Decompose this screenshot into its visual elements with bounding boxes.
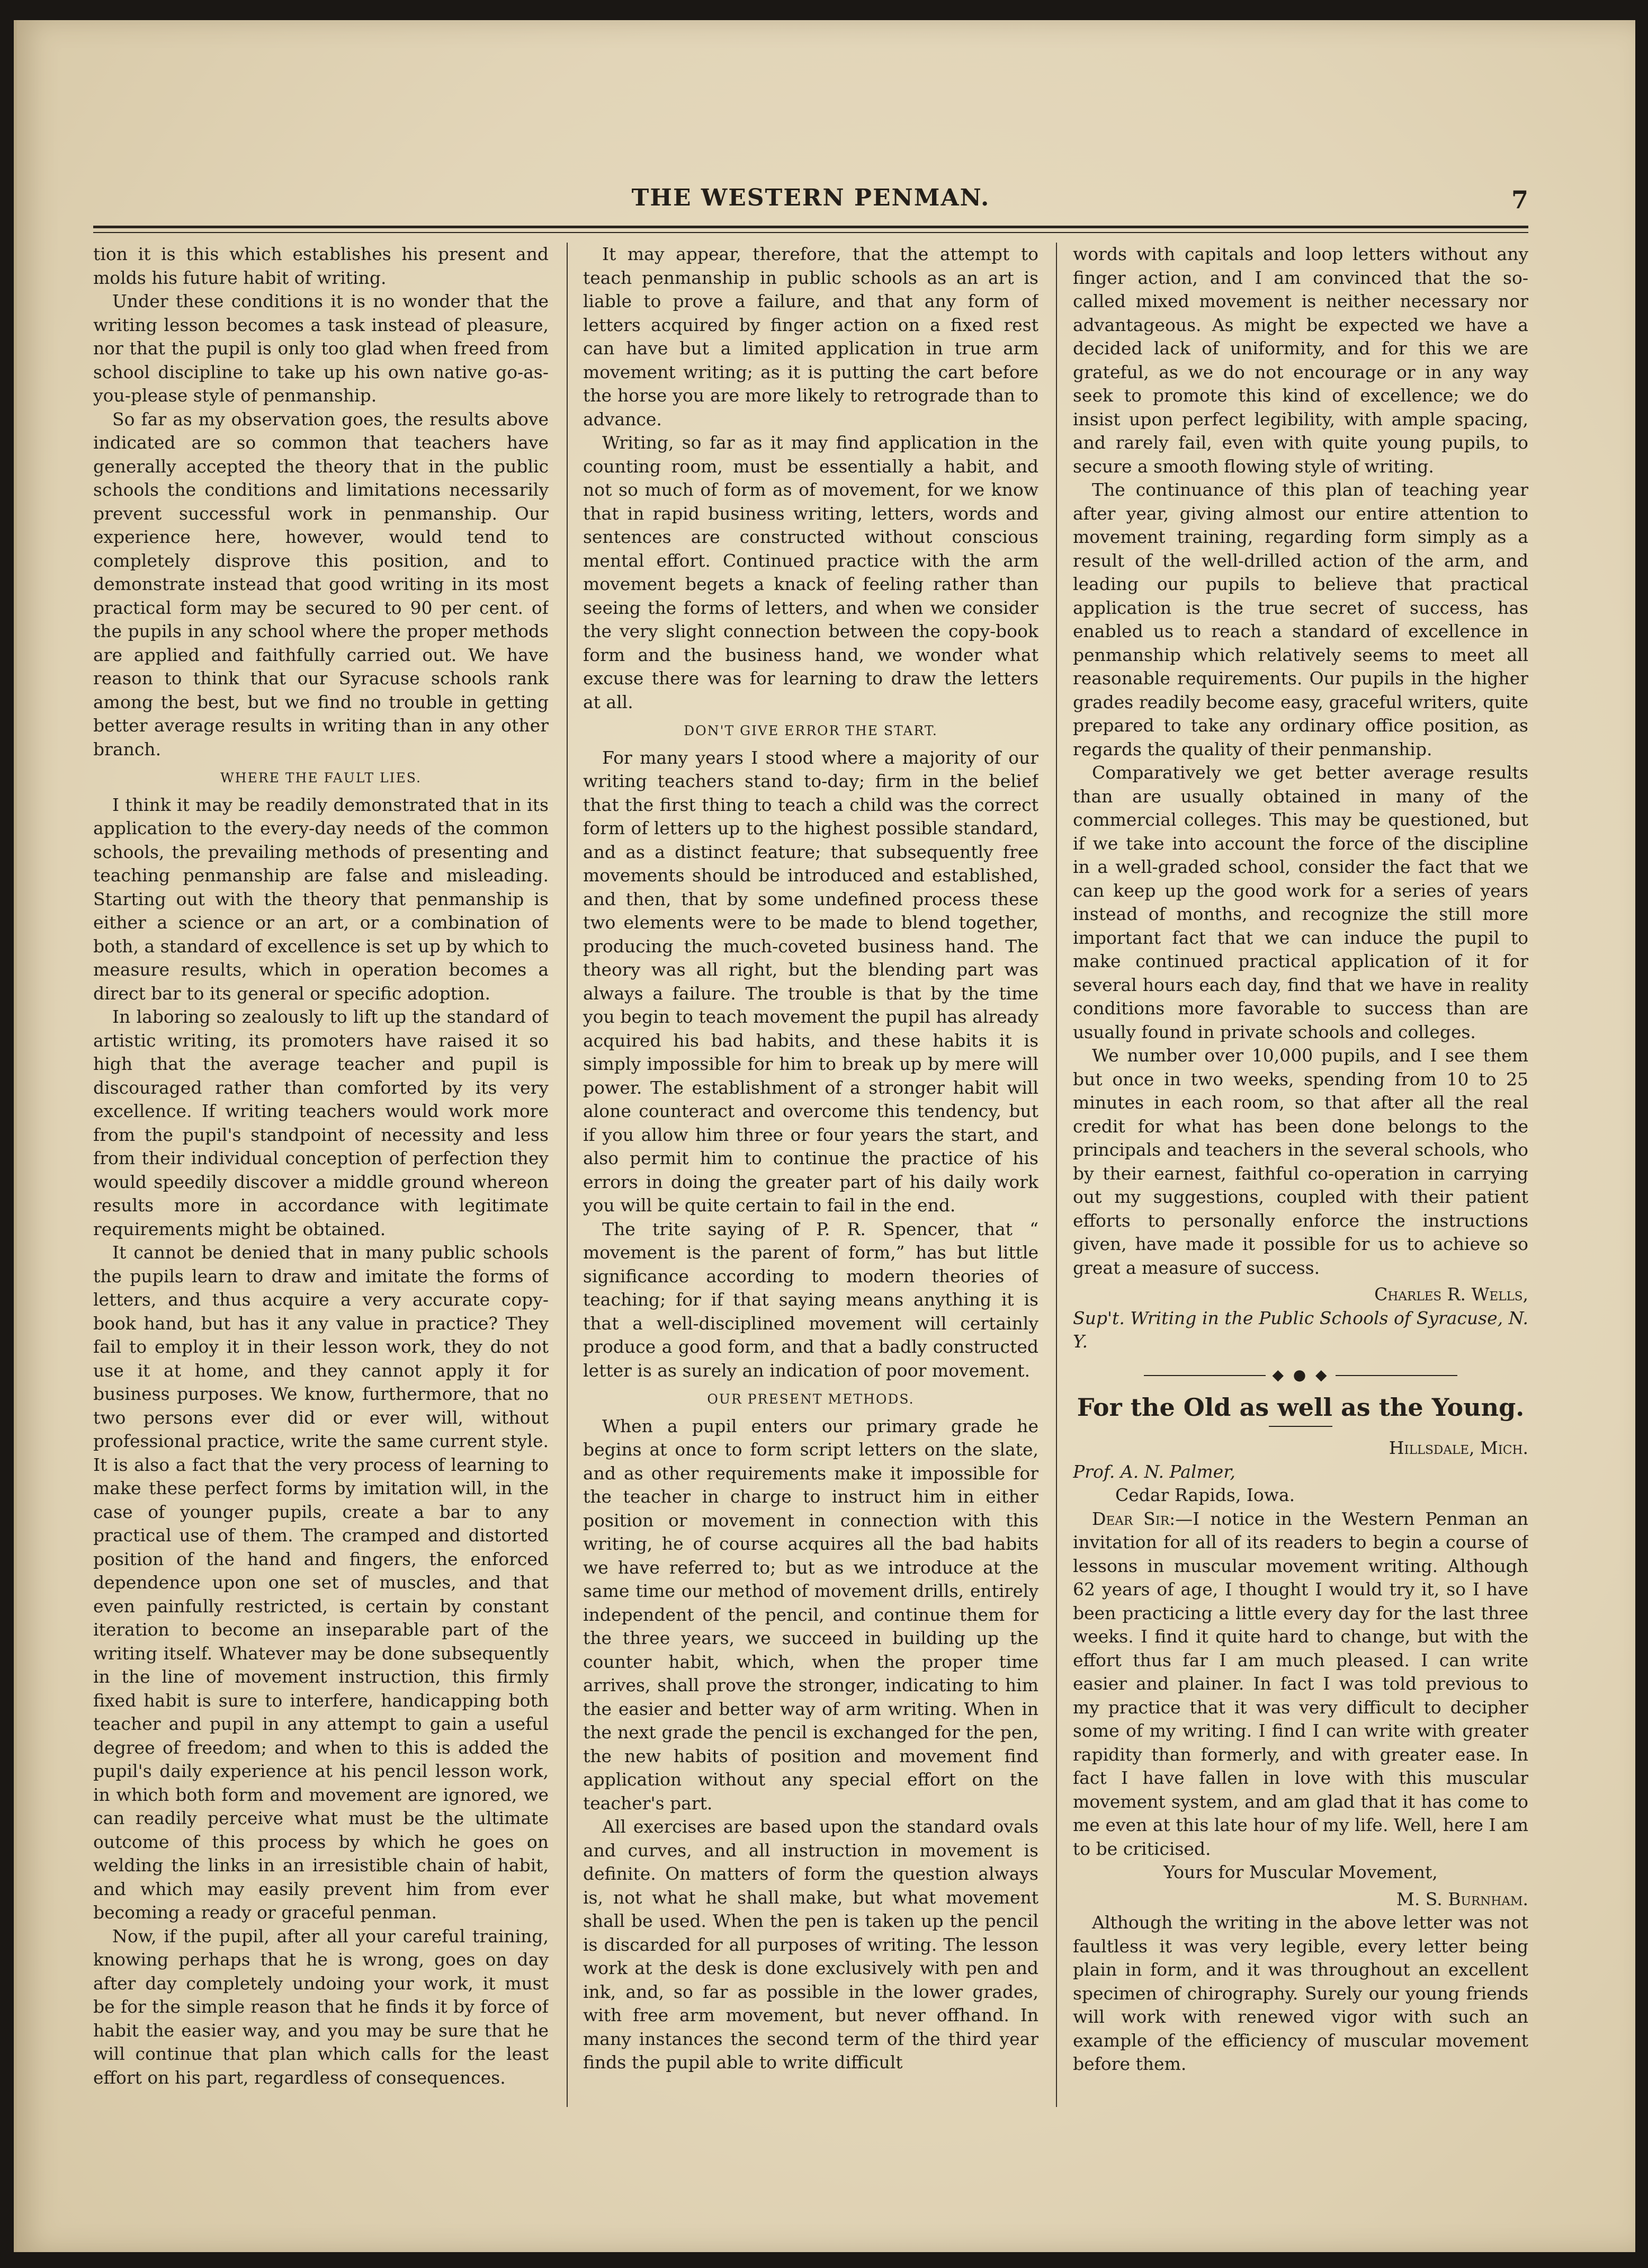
paragraph: We number over 10,000 pupils, and I see them but once in two weeks, spending from 10 to 25 minutes in each room, so that after all the real credit for what has been done belongs to the principals and teachers in the several schools, who by their earnest, faithful co-operation in carrying out my suggestions, coupled with their patient efforts to personally enforce the instructions given, have made it possible for us to achieve so great a measure of success.	[1073, 1045, 1528, 1278]
paragraph: words with capitals and loop letters without any finger action, and I am convinced that the so-called mixed movement is neither necessary nor advantageous. As might be expected we have a decided lack of uniformity, and for this we are grateful, as we do not encourage or in any way seek to promote this kind of excellence; we do insist upon perfect legibility, with ample spacing, and rarely fail, even with quite young pupils, to secure a smooth flowing style of writing.	[1073, 244, 1528, 477]
paragraph: Although the writing in the above letter was not faultless it was very legible, every letter being plain in form, and it was throughout an excellent specimen of chirography. Surely our young friends will work with renewed vigor with such an example of the efficiency of muscular movement before them.	[1073, 1912, 1528, 2074]
ornament-line	[1336, 1375, 1457, 1376]
letter-addressee: Prof. A. N. Palmer,	[1073, 1461, 1235, 1482]
paragraph: tion it is this which establishes his present and molds his future habit of writing.	[93, 244, 549, 288]
paragraph: It may appear, therefore, that the attempt to teach penmanship in public schools as an art is liable to prove a failure, and that any form of letters acquired by finger action on a fixed rest can have but a limited application in true arm movement writing; as it is putting the cart before the horse you are more likely to retrograde than to advance.	[583, 244, 1038, 430]
paragraph: In laboring so zealously to lift up the standard of artistic writing, its promoters have raised it so high that the average teacher and pupil is discouraged rather than comforted by its very excellence. If writing teachers would work more from the pupil's standpoint of necessity and less from their individual conception of perfection they would speedily discover a middle ground whereon results more in accordance with legitimate requirements might be obtained.	[93, 1006, 549, 1239]
column-3	[1073, 243, 1528, 2118]
header-rule-thin	[93, 232, 1528, 233]
paragraph: Writing, so far as it may find application in the counting room, must be essentially a habit, and not so much of form as of movement, for we know that in rapid business writing, letters, words and sentences are constructed without conscious mental effort. Continued practice with the arm movement begets a knack of feeling rather than seeing the forms of letters, and when we consider the very slight connection between the copy-book form and the business hand, we wonder what excuse there was for learning to draw the letters at all.	[583, 432, 1038, 712]
paragraph: When a pupil enters our primary grade he begins at once to form script letters on the slate, and as other requirements make it impossible for the teacher in charge to instruct him in either position or movement in connection with this writing, he of course acquires all the bad habits we have referred to; but as we introduce at the same time our method of movement drills, entirely independent of the pencil, and continue them for the three years, we succeed in building up the counter habit, which, when the proper time arrives, shall prove the stronger, indicating to him the easier and better way of arm writing. When in the next grade the pencil is exchanged for the pen, the new habits of position and movement find application without any special effort on the teacher's part.	[583, 1415, 1038, 1814]
header-rule-thick	[93, 226, 1528, 228]
column-1	[93, 243, 549, 2118]
ornament-line	[1144, 1375, 1266, 1376]
letter-signature: M. S. Burnham.	[1396, 1888, 1528, 1909]
column-divider	[1056, 243, 1057, 2107]
paragraph: For many years I stood where a majority of our writing teachers stand to-day; firm in the belief that the first thing to teach a child was the correct form of letters up to the highest possible standard, and as a distinct feature; that subsequently free movements should be introduced and established, and then, that by some undefined process these two elements were to be made to blend together, producing the much-coveted business hand. The theory was all right, but the blending part was always a failure. The trouble is that by the time you begin to teach movement the pupil has already acquired his bad habits, and these habits it is simply impossible for him to break up by mere will power. The establishment of a stronger habit will alone counteract and overcome this tendency, but if you allow him three or four years the start, and also permit him to continue the practice of his errors in doing the greater part of his daily work you will be quite certain to fail in the end.	[583, 747, 1038, 1216]
letter-dateline: Hillsdale, Mich.	[1389, 1437, 1528, 1458]
letter-city: Cedar Rapids, Iowa.	[1115, 1485, 1295, 1505]
running-title: THE WESTERN PENMAN.	[631, 184, 990, 211]
paragraph: It cannot be denied that in many public schools the pupils learn to draw and imitate the forms of letters, and thus acquire a very accurate copy-book hand, but has it any value in practice? They fail to employ it in their lesson work, they do not use it at home, and they cannot apply it for business purposes. We know, furthermore, that no two persons ever did or ever will, without professional practice, write the same current style. It is also a fact that the very process of learning to make these perfect forms by imitation will, in the case of younger pupils, create a bar to any practical use of them. The cramped and distorted position of the hand and fingers, the enforced dependence upon one set of muscles, and that even painfully restricted, is certain by constant iteration to become an inseparable part of the writing itself. Whatever may be done subsequently in the line of movement instruction, this firmly fixed habit is sure to interfere, handicapping both teacher and pupil in any attempt to gain a useful degree of freedom; and when to this is added the pupil's daily experience at his pencil lesson work, in which both form and movement are ignored, we can readily perceive what must be the ultimate outcome of this process by which he goes on welding the links in an irresistible chain of habit, and which may easily prevent him from ever becoming a ready or graceful penman.	[93, 1242, 549, 1923]
article-title: For the Old as well as the Young.	[1077, 1393, 1525, 1422]
ornament-divider	[1073, 1363, 1528, 1387]
newspaper-page	[93, 163, 1528, 2133]
section-heading: WHERE THE FAULT LIES.	[220, 770, 422, 785]
page-sheet	[14, 20, 1635, 2252]
column-2	[583, 243, 1038, 2118]
ornament-icon: ◆ ● ◆	[1272, 1365, 1329, 1383]
letter-text: :—I notice in the Western Penman an invitation for all of its readers to begin a course of lessons in muscular movement writing. Although 62 years of age, I thought I would try it, so I have been practicing a little every day for the last three weeks. I find it quite hard to change, but with the effort thus far I am much pleased. I can write easier and plainer. In fact I was told previous to my practice that it was very difficult to decipher some of my writing. I find I can write with greater rapidity than formerly, and with greater ease. In fact I have fallen in love with this muscular movement system, and am glad that it has come to me even at this late hour of my life. Well, here I am to be criticised.	[1073, 1508, 1528, 1859]
paragraph: Under these conditions it is no wonder that the writing lesson becomes a task instead of pleasure, nor that the pupil is only too glad when freed from school discipline to take up his own native go-as-you-please style of penmanship.	[93, 291, 549, 406]
paragraph: So far as my observation goes, the results above indicated are so common that teachers have generally accepted the theory that in the public schools the conditions and limitations necessarily prevent successful work in penmanship. Our experience here, however, would tend to completely disprove this position, and to demonstrate instead that good writing in its most practical form may be secured to 90 per cent. of the pupils in any school where the proper methods are applied and faithfully carried out. We have reason to think that our Syracuse schools rank among the best, but we find no trouble in getting better average results in writing than in any other branch.	[93, 408, 549, 760]
column-divider	[567, 243, 568, 2107]
page-number: 7	[1511, 185, 1528, 214]
page-header	[93, 163, 1528, 232]
paragraph: Now, if the pupil, after all your careful training, knowing perhaps that he is wrong, goes on day after day completely undoing your work, it must be for the simple reason that he finds it by force of habit the easier way, and you may be sure that he will continue that plan which calls for the least effort on his part, regardless of consequences.	[93, 1925, 549, 2088]
paragraph: The trite saying of P. R. Spencer, that “ movement is the parent of form,” has but little significance according to modern theories of teaching; for if that saying means anything it is that a well-disciplined movement will certainly produce a good form, and that a badly constructed letter is as surely an indication of poor movement.	[583, 1218, 1038, 1381]
section-heading: OUR PRESENT METHODS.	[707, 1391, 915, 1407]
section-heading: DON'T GIVE ERROR THE START.	[684, 723, 938, 738]
paragraph: The continuance of this plan of teaching year after year, giving almost our entire attention to movement training, regarding form simply as a result of the well-drilled action of the arm, and leading our pupils to believe that practical application is the true secret of success, has enabled us to reach a standard of excellence in penmanship which relatively seems to meet all reasonable requirements. Our pupils in the higher grades readily become easy, graceful writers, quite prepared to take any ordinary office position, as regards the quality of their penmanship.	[1073, 479, 1528, 760]
letter-salutation: Dear Sir	[1092, 1508, 1170, 1529]
author-signature: Charles R. Wells,	[1374, 1284, 1528, 1305]
paragraph: Comparatively we get better average results than are usually obtained in many of the commercial colleges. This may be questioned, but if we take into account the force of the discipline in a well-graded school, consider the fact that we can keep up the good work for a series of years instead of months, and recognize the still more important fact that we can induce the pupil to make continued practical application of it for several hours each day, find that we have in reality conditions more favorable to success than are usually found in private schools and colleges.	[1073, 762, 1528, 1042]
paragraph: All exercises are based upon the standard ovals and curves, and all instruction in movement is definite. On matters of form the question always is, not what he shall make, but what movement shall be used. When the pen is taken up the pencil is discarded for all purposes of writing. The lesson work at the desk is done exclusively with pen and ink, and, so far as possible in the lower grades, with free arm movement, but never offhand. In many instances the second term of the third year finds the pupil able to write difficult	[583, 1816, 1038, 2073]
title-rule	[1269, 1426, 1332, 1427]
letter-closing: Yours for Muscular Movement,	[1163, 1862, 1438, 1882]
letter-body	[1073, 1507, 1528, 1861]
author-title: Sup't. Writing in the Public Schools of Syracuse, N. Y.	[1073, 1307, 1528, 1352]
paragraph: I think it may be readily demonstrated that in its application to the every-day needs of the common schools, the prevailing methods of presenting and teaching penmanship are false and misleading. Starting out with the theory that penmanship is either a science or an art, or a combination of both, a standard of excellence is set up by which to measure results, which in operation becomes a direct bar to its general or specific adoption.	[93, 794, 549, 1004]
